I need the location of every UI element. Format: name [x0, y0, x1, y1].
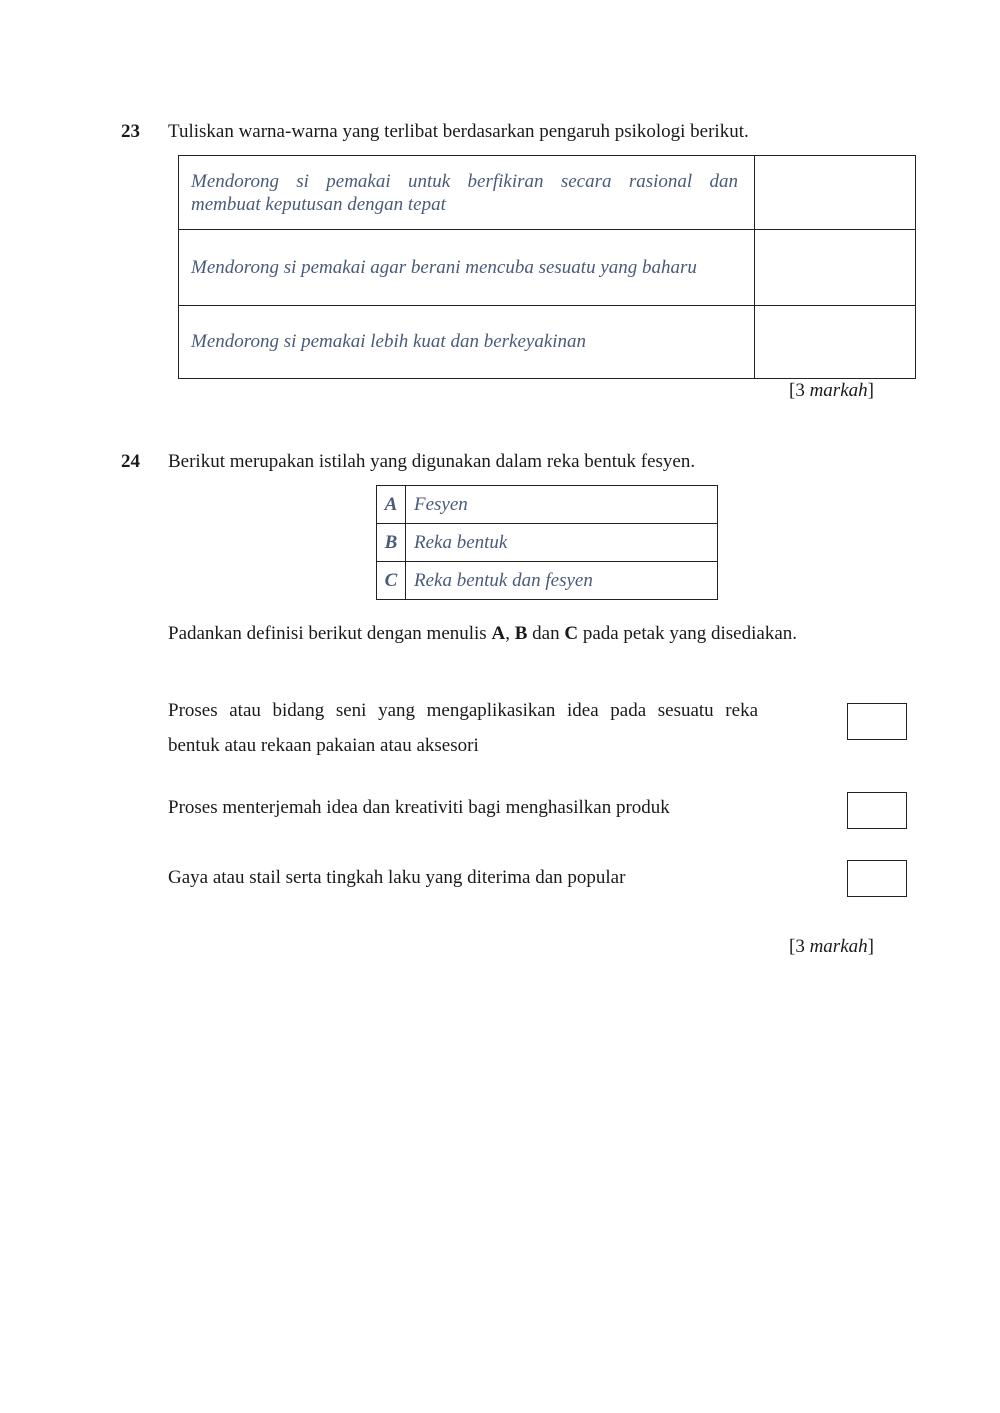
q24-term-row — [377, 562, 718, 600]
q24-definition-line2: bentuk atau rekaan pakaian atau aksesori — [168, 735, 479, 756]
q24-prompt: Berikut merupakan istilah yang digunakan dalam reka bentuk fesyen. — [168, 451, 696, 472]
instruction-text: Padankan definisi berikut dengan menulis — [168, 623, 492, 644]
q23-table — [178, 155, 916, 379]
q23-answer-cell[interactable] — [755, 230, 916, 306]
q24-answer-box[interactable] — [847, 860, 907, 897]
q23-statement-line2: membuat keputusan dengan tepat — [191, 193, 446, 215]
marks-open: [3 — [789, 936, 810, 957]
q24-term-row — [377, 486, 718, 524]
q24-term-key: B — [377, 524, 406, 562]
q24-marks — [789, 936, 874, 958]
instruction-sep: , — [505, 623, 515, 644]
q23-number: 23 — [121, 121, 140, 142]
q24-term-key: A — [377, 486, 406, 524]
instruction-key-a: A — [491, 623, 506, 644]
q23-row — [179, 306, 916, 379]
q24-instruction — [168, 623, 797, 645]
q24-term-label: Fesyen — [406, 486, 718, 524]
q24-term-label: Reka bentuk dan fesyen — [406, 562, 718, 600]
q24-term-key: C — [377, 562, 406, 600]
q23-answer-cell[interactable] — [755, 156, 916, 230]
q23-row — [179, 230, 916, 306]
q24-terms-table — [376, 485, 718, 600]
q24-answer-box[interactable] — [847, 703, 907, 740]
marks-close: ] — [867, 936, 874, 957]
q23-prompt: Tuliskan warna-warna yang terlibat berdasarkan pengaruh psikologi berikut. — [168, 121, 749, 142]
q23-statement — [179, 156, 755, 230]
instruction-key-c: C — [564, 623, 579, 644]
marks-word: markah — [809, 936, 868, 957]
marks-open: [3 — [789, 380, 810, 401]
marks-word: markah — [809, 380, 868, 401]
q24-term-label: Reka bentuk — [406, 524, 718, 562]
instruction-and: dan — [527, 623, 565, 644]
q24-definition: Gaya atau stail serta tingkah laku yang diterima dan popular — [168, 867, 626, 888]
q23-marks — [789, 380, 874, 402]
q24-answer-box[interactable] — [847, 792, 907, 829]
q24-definition — [168, 693, 758, 763]
q23-row — [179, 156, 916, 230]
q23-answer-cell[interactable] — [755, 306, 916, 379]
q23-statement: Mendorong si pemakai agar berani mencuba sesuatu yang baharu — [179, 230, 755, 306]
q23-statement: Mendorong si pemakai lebih kuat dan berkeyakinan — [179, 306, 755, 379]
q24-number: 24 — [121, 451, 140, 472]
instruction-key-b: B — [514, 623, 528, 644]
q24-definition: Proses menterjemah idea dan kreativiti bagi menghasilkan produk — [168, 797, 670, 818]
marks-close: ] — [867, 380, 874, 401]
instruction-text-end: pada petak yang disediakan. — [578, 623, 798, 644]
q23-statement-line1: Mendorong si pemakai untuk berfikiran secara rasional dan — [191, 170, 738, 192]
q24-definition-line1: Proses atau bidang seni yang mengaplikasikan idea pada sesuatu reka — [168, 700, 758, 721]
q24-term-row — [377, 524, 718, 562]
